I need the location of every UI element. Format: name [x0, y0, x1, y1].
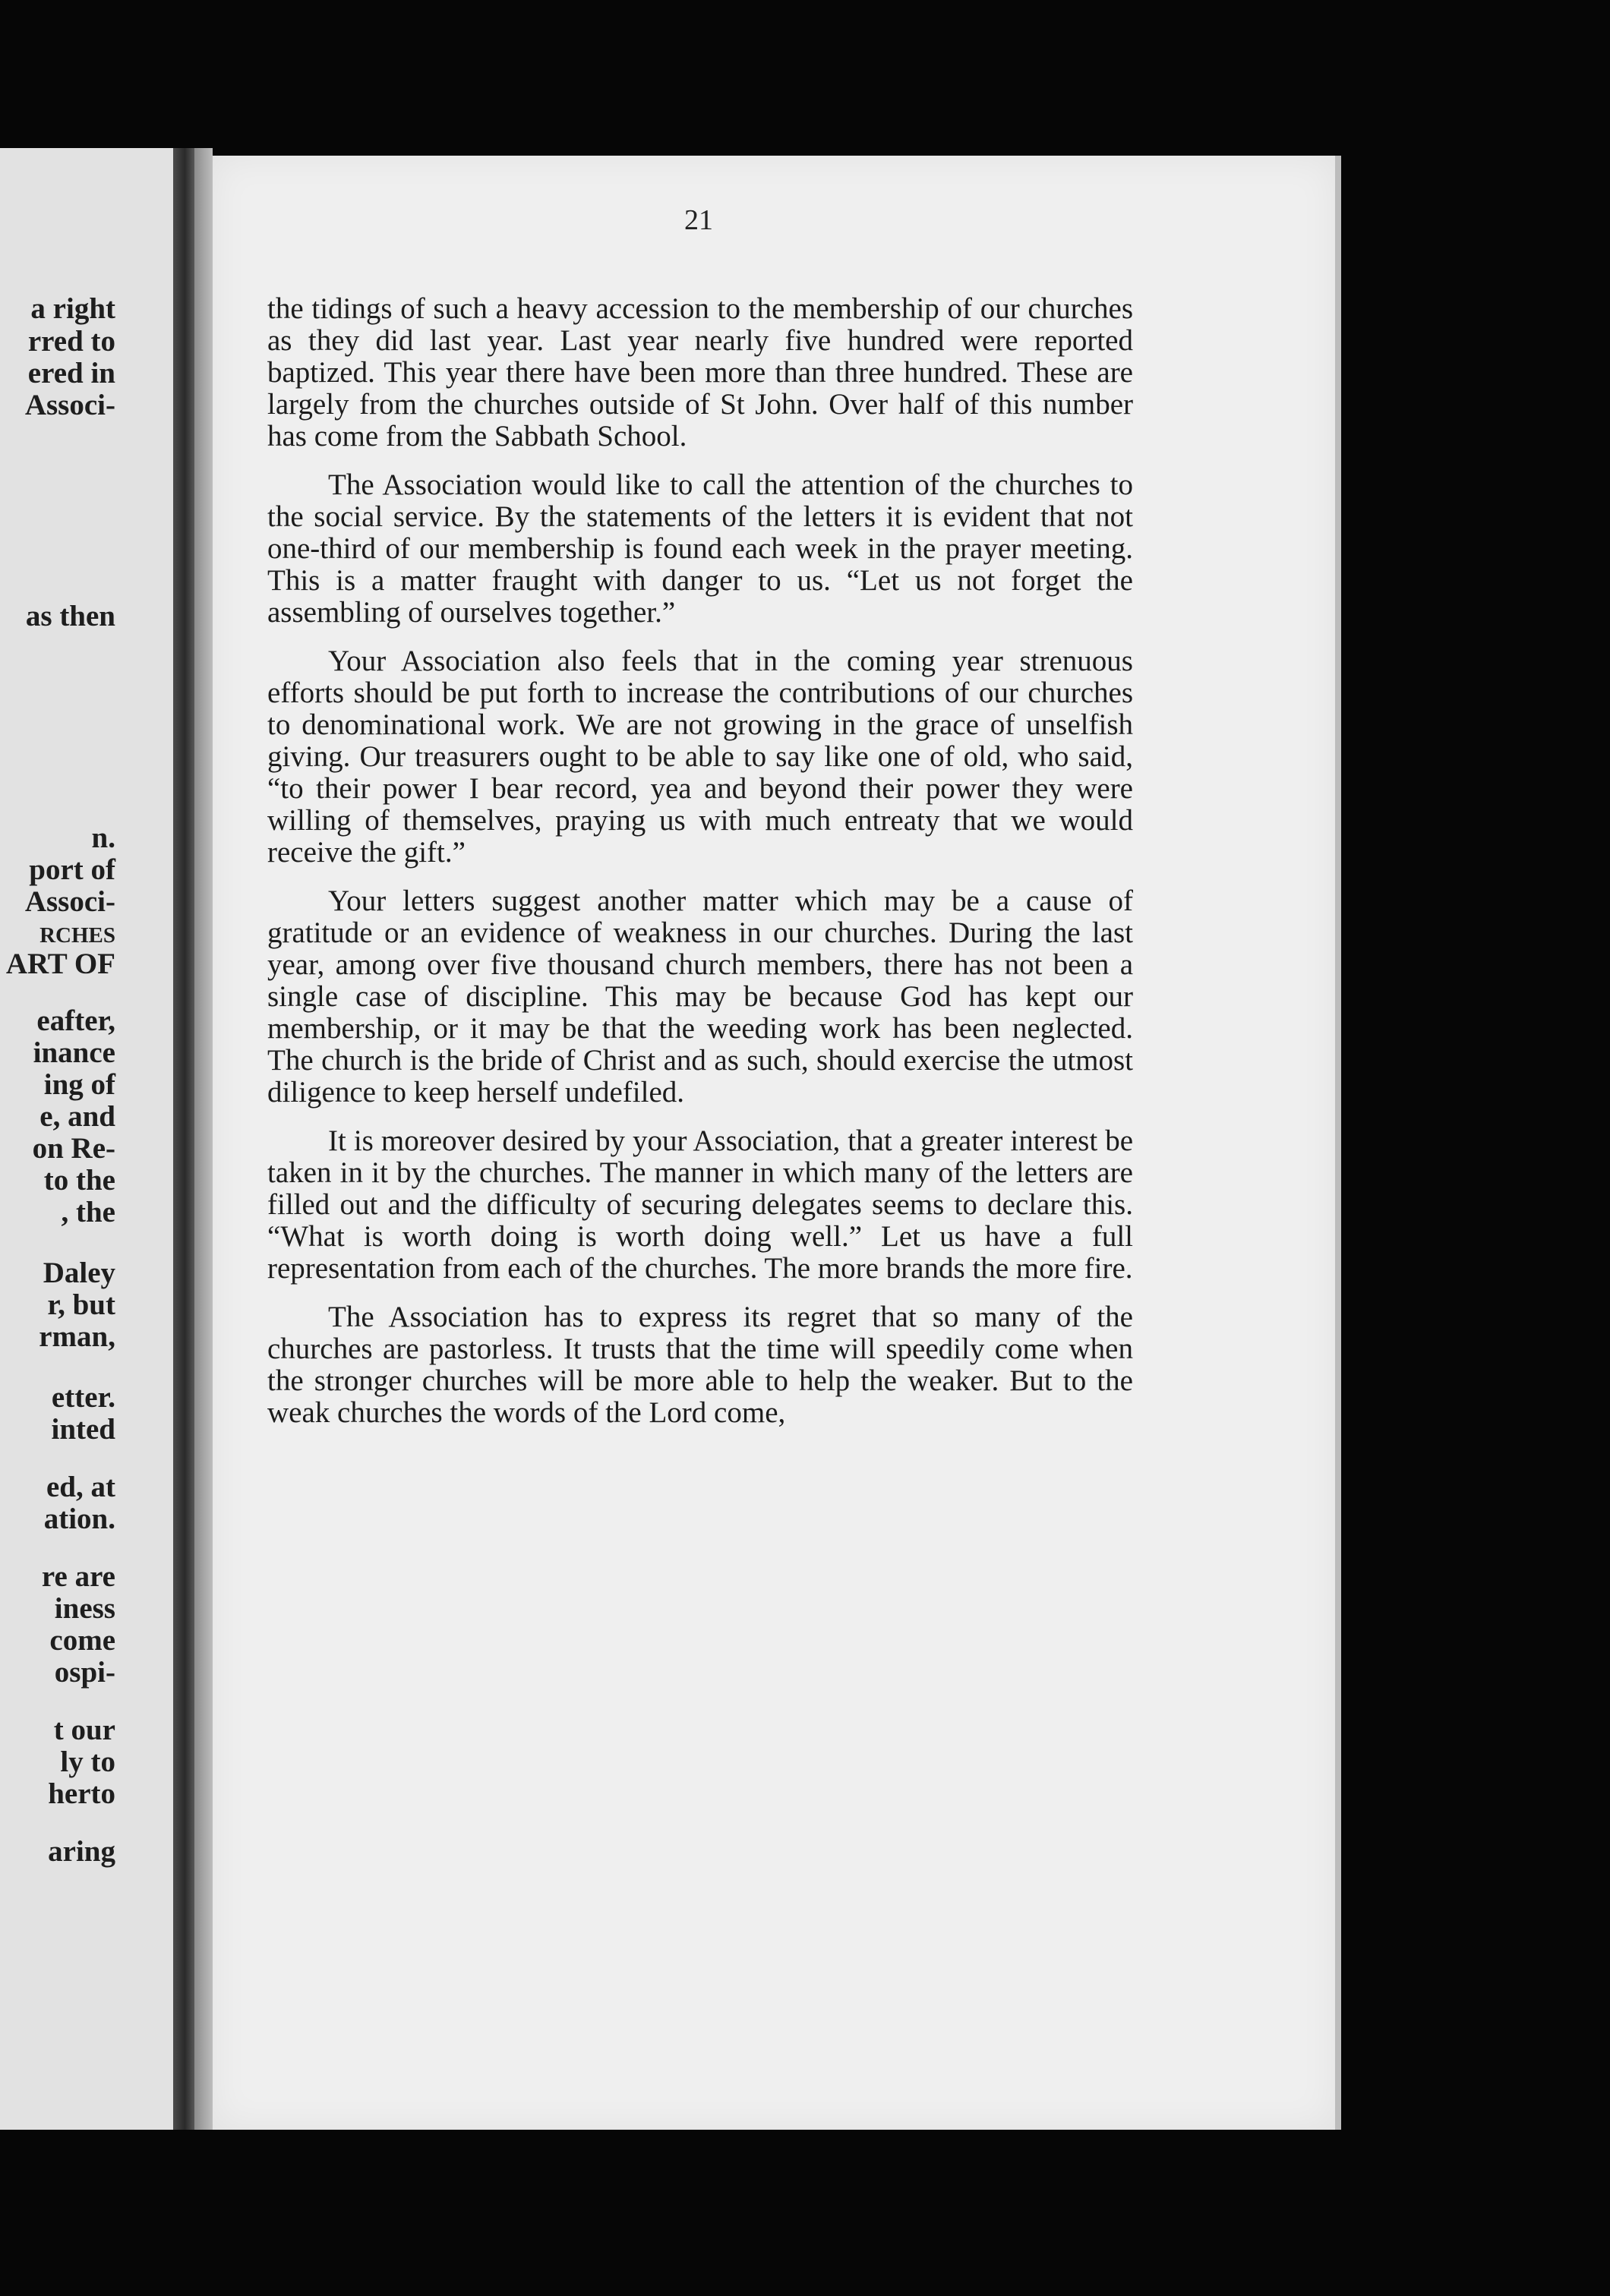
paragraph: It is moreover desired by your Association, that a greater interest be taken in it by the churches. The manner in which many of the letters are filled out and the difficulty of securing delegates seems to declare this. “What is worth doing is worth doing well.” Let us have a full representation from each of the churches. The more brands the more fire. — [267, 1124, 1133, 1285]
gutter-shadow — [194, 148, 213, 2130]
left-page-fragment: ation. — [43, 1503, 115, 1535]
left-page-fragment: inance — [33, 1036, 115, 1069]
left-page-fragment: aring — [48, 1835, 115, 1868]
left-page-fragment: a right — [30, 292, 115, 325]
left-page-fragment: to the — [43, 1164, 115, 1197]
page-body — [267, 293, 1133, 1941]
left-page-fragment: port of — [29, 853, 115, 886]
left-page-fragment: RCHES — [39, 923, 115, 948]
left-page-text — [0, 148, 173, 2130]
left-page-fragment: ed, at — [46, 1471, 115, 1503]
left-page-fragment: herto — [48, 1777, 115, 1810]
left-page-fragment: come — [49, 1624, 115, 1657]
paragraph: The Association has to express its regret that so many of the churches are pastorless. It trusts that the time will speedily come when the stronger churches will be more able to help the weaker. But to the weak churches the words of the Lord come, — [267, 1301, 1133, 1429]
paragraph: the tidings of such a heavy accession to the membership of our churches as they did last year. Last year nearly five hundred were reported baptized. This year there have been more than three hundred. These are largely from the churches outside of St John. Over half of this number has come from the Sabbath School. — [267, 292, 1133, 453]
paragraph: Your letters suggest another matter which may be a cause of gratitude or an evidence of weakness in our churches. During the last year, among over five thousand church members, there has not been a single case of discipline. This may be because God has kept our membership, or it may be that the weeding work has been neglected. The church is the bride of Christ and as such, should exercise the utmost diligence to keep herself undefiled. — [267, 885, 1133, 1109]
left-page-fragment: ART OF — [5, 948, 115, 980]
left-page-fragment: , the — [61, 1196, 115, 1228]
left-page-fragment: ing of — [43, 1068, 115, 1101]
left-page-fragment: iness — [54, 1592, 115, 1625]
left-page-fragment: rred to — [27, 325, 115, 358]
page-number: 21 — [684, 204, 713, 236]
left-page-fragment: re are — [41, 1560, 115, 1593]
left-page-fragment: r, but — [47, 1288, 115, 1321]
paragraph: Your Association also feels that in the coming year strenuous efforts should be put forth to increase the contributions of our churches to denominational work. We are not growing in the grace of unselfish giving. Our treasurers ought to be able to say like one of old, who said, “to their power I bear record, yea and beyond their power they were willing of themselves, praying us with much entreaty that we would receive the gift.” — [267, 645, 1133, 869]
left-page-fragment: ospi- — [54, 1656, 115, 1689]
left-page-fragment: Associ- — [24, 389, 115, 421]
paragraph: The Association would like to call the attention of the churches to the social service. By the statements of the letters it is evident that not one-third of our membership is found each week in the prayer meeting. This is a matter fraught with danger to us. “Let us not forget the assembling of ourselves together.” — [267, 468, 1133, 629]
book-gutter — [173, 148, 194, 2130]
left-page-fragment: Associ- — [24, 885, 115, 918]
left-page-fragment: e, and — [39, 1100, 115, 1133]
left-page — [0, 148, 173, 2130]
left-page-fragment: inted — [51, 1413, 115, 1446]
left-page-fragment: Daley — [43, 1257, 115, 1289]
left-page-fragment: etter. — [51, 1381, 115, 1414]
page-edge — [1335, 156, 1341, 2130]
left-page-fragment: eafter, — [36, 1004, 115, 1037]
left-page-fragment: t our — [53, 1714, 115, 1746]
left-page-fragment: ered in — [27, 357, 115, 390]
left-page-fragment: as then — [25, 600, 115, 632]
left-page-fragment: on Re- — [32, 1132, 115, 1165]
left-page-fragment: rman, — [39, 1320, 115, 1353]
left-page-fragment: n. — [91, 822, 115, 854]
left-page-fragment: ly to — [60, 1746, 115, 1778]
